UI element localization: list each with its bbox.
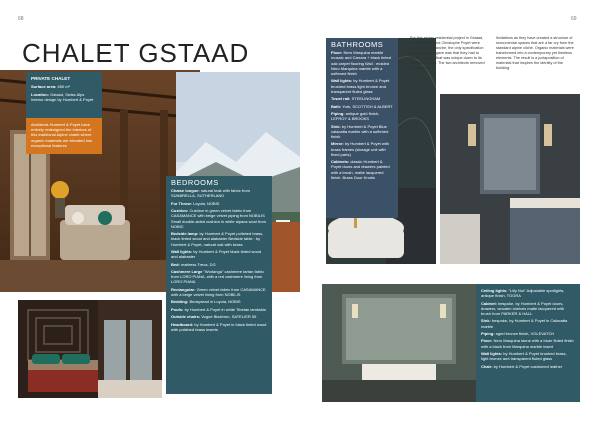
bathroom-item (331, 141, 393, 157)
item-label: Cabinets: (331, 159, 350, 165)
private-chalet-line (31, 92, 97, 102)
item-value: by Humbert & Poyet Blue calacatta marble with a softened finish (331, 123, 389, 139)
line-value: 650 m² (56, 84, 70, 90)
item-label: Sink: (331, 123, 341, 129)
item-label: Bath: (331, 103, 342, 109)
item-value: Loyola, NOBIS (191, 200, 220, 206)
item-label: Wall lights: (171, 248, 193, 254)
item-value: by Humbert & Poyet brushed brass, light bronze and transparent fluted glass (481, 350, 567, 362)
vanity-photo (440, 94, 580, 264)
lower-bath-item (481, 338, 575, 348)
item-label: Rectangular: (171, 286, 196, 292)
item-value: by Humbert & Poyet in black tinted wood with polished brass inserts (171, 321, 267, 332)
right-page-number: 69 (571, 16, 577, 22)
lower-bath-item (481, 331, 575, 336)
item-label: Ceiling lights: (481, 288, 508, 293)
item-label: Chair: (481, 363, 493, 369)
item-value: by Humbert & Poyet with brass frames (storage unit with fixed parts) (331, 141, 390, 157)
left-page-number: 68 (18, 16, 24, 22)
bedroom-item (171, 201, 267, 206)
item-label: Bedside lamp: (171, 231, 199, 237)
bathroom-item (331, 78, 393, 94)
page-title: CHALET GSTAAD (22, 38, 250, 68)
bathroom-item (331, 96, 393, 101)
lower-bath-item (481, 318, 575, 328)
item-label: Poufs: (171, 306, 184, 312)
item-value: by Humbert & Poyet black tinted wood and alabaster (171, 248, 262, 260)
item-label: Cushion: (171, 208, 189, 214)
lower-bath-item (481, 288, 575, 298)
bedroom-item (171, 262, 267, 267)
lower-bathroom-photo (322, 284, 476, 402)
item-value: "Lilly Nut" Adjustable spotlights, antique finish, TOGRA (481, 288, 565, 299)
item-value: Vogue Blaxbron, SATELIER 55 (200, 314, 257, 320)
intro-text-col1: For this storey residential project in Gstaad, Emil Humbert and Christophe Poyet were given a carte blanche, the only specification that their client gave was that they had to create a space that was unique down to its smallest details. The two architects removed all imaginative (410, 36, 485, 70)
item-value: by Humbert & Poyet polished brass, black tinted wood and alabaster Bedside table : by Humbert & Poyet, natural oak with brass (171, 231, 264, 247)
item-label: Piping: (481, 330, 495, 336)
item-value: natural teak with fabric from SUNBRELLA, SUTHERLAND (171, 188, 250, 199)
bathroom-item (331, 124, 393, 140)
item-value: Bedspread in Loyola, NOBIS (188, 299, 241, 305)
item-label: Floor: (331, 50, 343, 56)
item-label: Wall lights: (481, 350, 503, 356)
item-label: Cabinet: (481, 300, 497, 306)
item-value: Cushion in green velvet fabric from CASAMANCE with beige velvet piping from NOBILIS Small double-sided cushion in white alpaca wool from NOBIC (171, 208, 266, 229)
private-chalet-panel (26, 72, 102, 118)
lower-bath-item (481, 364, 575, 369)
item-label: Cashmere Large (171, 268, 203, 274)
item-label: Chaise longue: (171, 188, 200, 194)
bedroom-item (171, 249, 267, 259)
line-label: Surface area: (31, 84, 57, 90)
bedroom-item (171, 188, 267, 198)
bathrooms-panel (326, 38, 398, 218)
chalet-intro-note (26, 118, 102, 154)
item-label: Wall lights: (331, 78, 353, 84)
item-value: classic Humbert & Poyet doors and drawers painted with a brush, matte lacquered finish. Brass Door Knobs (331, 159, 390, 180)
bedroom-item (171, 231, 267, 247)
bedroom-item (171, 287, 267, 297)
bedrooms-heading: BEDROOMS (171, 178, 219, 187)
intro-text-col2: limitations as they have created a structure of monumental spaces that are a far cry from the standard alpine cliché. Organic materials were transformed into a contemporary yet timeless elements. The result is a juxtaposition of materials that inspires the identity of the building. (496, 36, 574, 70)
lower-bath-item (481, 301, 575, 317)
item-label: Piping: (331, 110, 345, 116)
line-value: Gstaad, Swiss Alps Interior design by Humbert & Poyet (31, 91, 94, 102)
item-label: Floor: (481, 338, 493, 344)
item-value: bespoke, by Humbert & Poyet in Calacatta marble (481, 318, 568, 329)
item-value: Green velvet fabric from CASAMANCE with a beige velvet lining from NOBILIS (171, 286, 266, 297)
bedroom-item (171, 307, 267, 312)
private-chalet-heading: PRIVATE CHALET (31, 76, 71, 81)
item-value: aged bronze finish, VOLEVATCH (494, 330, 555, 336)
bathroom-item (331, 111, 393, 121)
item-value: by Humbert & Poyet cushioned leather (492, 363, 563, 369)
item-value: antique gold finish, LEFROY & BROOKS (331, 110, 380, 122)
item-value: by Humbert & Poyet in white Tibetan lambskin (183, 306, 267, 312)
item-value: STEELINGHAM (350, 96, 381, 102)
note-text: Architects Humbert & Poyet have entirely redesigned the interiors of this traditional Alpine chalet where organic materials are elevated into exceptional features (31, 122, 93, 148)
item-label: Outside chairs: (171, 314, 201, 320)
item-value: "Worlanga" cashmere tartan fabric from LORO PIANA, with a red cashmere lining from LORO PIANA (171, 268, 265, 285)
item-label: Bedding: (171, 299, 189, 305)
private-chalet-line (31, 84, 97, 89)
item-value: mattress Treca, DG (179, 261, 216, 267)
item-label: Bed: (171, 261, 180, 267)
lower-bath-panel (476, 284, 580, 402)
bedroom-item (171, 208, 267, 229)
bedroom-item (171, 269, 267, 285)
bathroom-item (331, 104, 393, 109)
bathrooms-heading: BATHROOMS (331, 40, 384, 49)
item-label: Towel rail: (331, 96, 351, 102)
bedroom-photo (18, 300, 162, 398)
item-value: Nero Marquina marble mosaic and Carrara + black tinted oak carpet flooring Wall : molded Nero Marquina marble with a softened finish (331, 50, 391, 77)
item-value: Nero Marquina stone with a bluer fluted finish with a black from Marquina marble insert (481, 338, 574, 349)
item-label: Headboard: (171, 321, 194, 327)
bedroom-item (171, 299, 267, 304)
item-value: bespoke, by Humbert & Poyet doors, drawers, wooden shelves matte lacquered with brush from PARKER & HALL (481, 300, 565, 316)
item-label: Mirror: (331, 141, 344, 147)
bedroom-item (171, 314, 267, 319)
bedrooms-panel (166, 176, 272, 394)
bathroom-item (331, 50, 393, 76)
bathroom-item (331, 159, 393, 180)
item-label: Fur Throw: (171, 200, 192, 206)
item-value: by Humbert & Poyet brushed brass light bronze and transparent fluted glass (331, 78, 390, 94)
line-label: Location: (31, 91, 49, 97)
item-value: York, SCOTTISH & ALBERT (341, 103, 393, 109)
lower-bath-item (481, 351, 575, 361)
bedroom-item (171, 322, 267, 332)
item-label: Sink: (481, 318, 491, 324)
